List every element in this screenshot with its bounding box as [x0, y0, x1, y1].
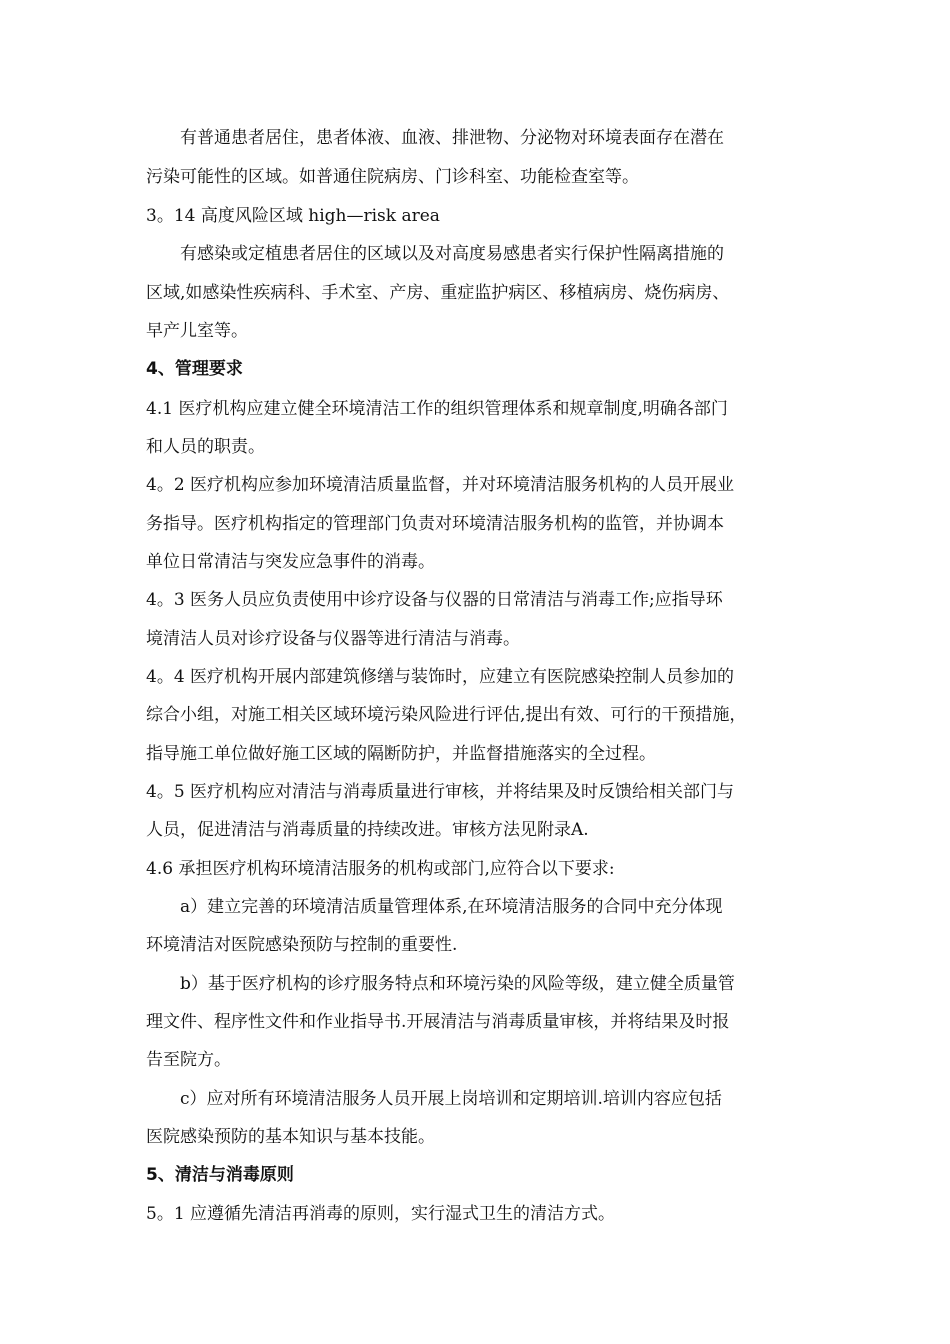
- list-item-line: 告至院方。: [146, 1050, 231, 1070]
- paragraph-line: 有普通患者居住，患者体液、血液、排泄物、分泌物对环境表面存在潜在: [180, 128, 724, 148]
- paragraph-line: 4。3 医务人员应负责使用中诊疗设备与仪器的日常清洁与消毒工作;应指导环: [146, 590, 723, 610]
- paragraph-line: 单位日常清洁与突发应急事件的消毒。: [146, 552, 435, 572]
- paragraph-line: 境清洁人员对诊疗设备与仪器等进行清洁与消毒。: [146, 629, 520, 649]
- paragraph-line: 4。2 医疗机构应参加环境清洁质量监督，并对环境清洁服务机构的人员开展业: [146, 475, 735, 495]
- list-item-line: c）应对所有环境清洁服务人员开展上岗培训和定期培训.培训内容应包括: [180, 1089, 722, 1109]
- list-item-line: a）建立完善的环境清洁质量管理体系,在环境清洁服务的合同中充分体现: [180, 897, 723, 917]
- paragraph-line: 和人员的职责。: [146, 437, 265, 457]
- list-item-line: b）基于医疗机构的诊疗服务特点和环境污染的风险等级，建立健全质量管: [180, 974, 735, 994]
- paragraph-line: 区域,如感染性疾病科、手术室、产房、重症监护病区、移植病房、烧伤病房、: [146, 283, 730, 303]
- paragraph-line: 综合小组，对施工相关区域环境污染风险进行评估,提出有效、可行的干预措施，: [146, 705, 747, 725]
- section-heading: 4、管理要求: [146, 359, 243, 379]
- paragraph-line: 有感染或定植患者居住的区域以及对高度易感患者实行保护性隔离措施的: [180, 244, 724, 264]
- paragraph-line: 4。5 医疗机构应对清洁与消毒质量进行审核，并将结果及时反馈给相关部门与: [146, 782, 735, 802]
- paragraph-line: 4.1 医疗机构应建立健全环境清洁工作的组织管理体系和规章制度,明确各部门: [146, 399, 728, 419]
- section-heading: 3。14 高度风险区域 high—risk area: [146, 206, 440, 226]
- paragraph-line: 4。4 医疗机构开展内部建筑修缮与装饰时，应建立有医院感染控制人员参加的: [146, 667, 735, 687]
- paragraph-line: 污染可能性的区域。如普通住院病房、门诊科室、功能检查室等。: [146, 167, 639, 187]
- paragraph-line: 指导施工单位做好施工区域的隔断防护，并监督措施落实的全过程。: [146, 744, 656, 764]
- paragraph-line: 务指导。医疗机构指定的管理部门负责对环境清洁服务机构的监管，并协调本: [146, 514, 724, 534]
- list-item-line: 医院感染预防的基本知识与基本技能。: [146, 1127, 435, 1147]
- section-heading: 5、清洁与消毒原则: [146, 1165, 294, 1185]
- paragraph-line: 5。1 应遵循先清洁再消毒的原则，实行湿式卫生的清洁方式。: [146, 1204, 616, 1224]
- paragraph-line: 4.6 承担医疗机构环境清洁服务的机构或部门,应符合以下要求:: [146, 859, 615, 879]
- paragraph-line: 早产儿室等。: [146, 321, 248, 341]
- list-item-line: 环境清洁对医院感染预防与控制的重要性.: [146, 935, 458, 955]
- list-item-line: 理文件、程序性文件和作业指导书.开展清洁与消毒质量审核，并将结果及时报: [146, 1012, 730, 1032]
- paragraph-line: 人员，促进清洁与消毒质量的持续改进。审核方法见附录A.: [146, 820, 589, 840]
